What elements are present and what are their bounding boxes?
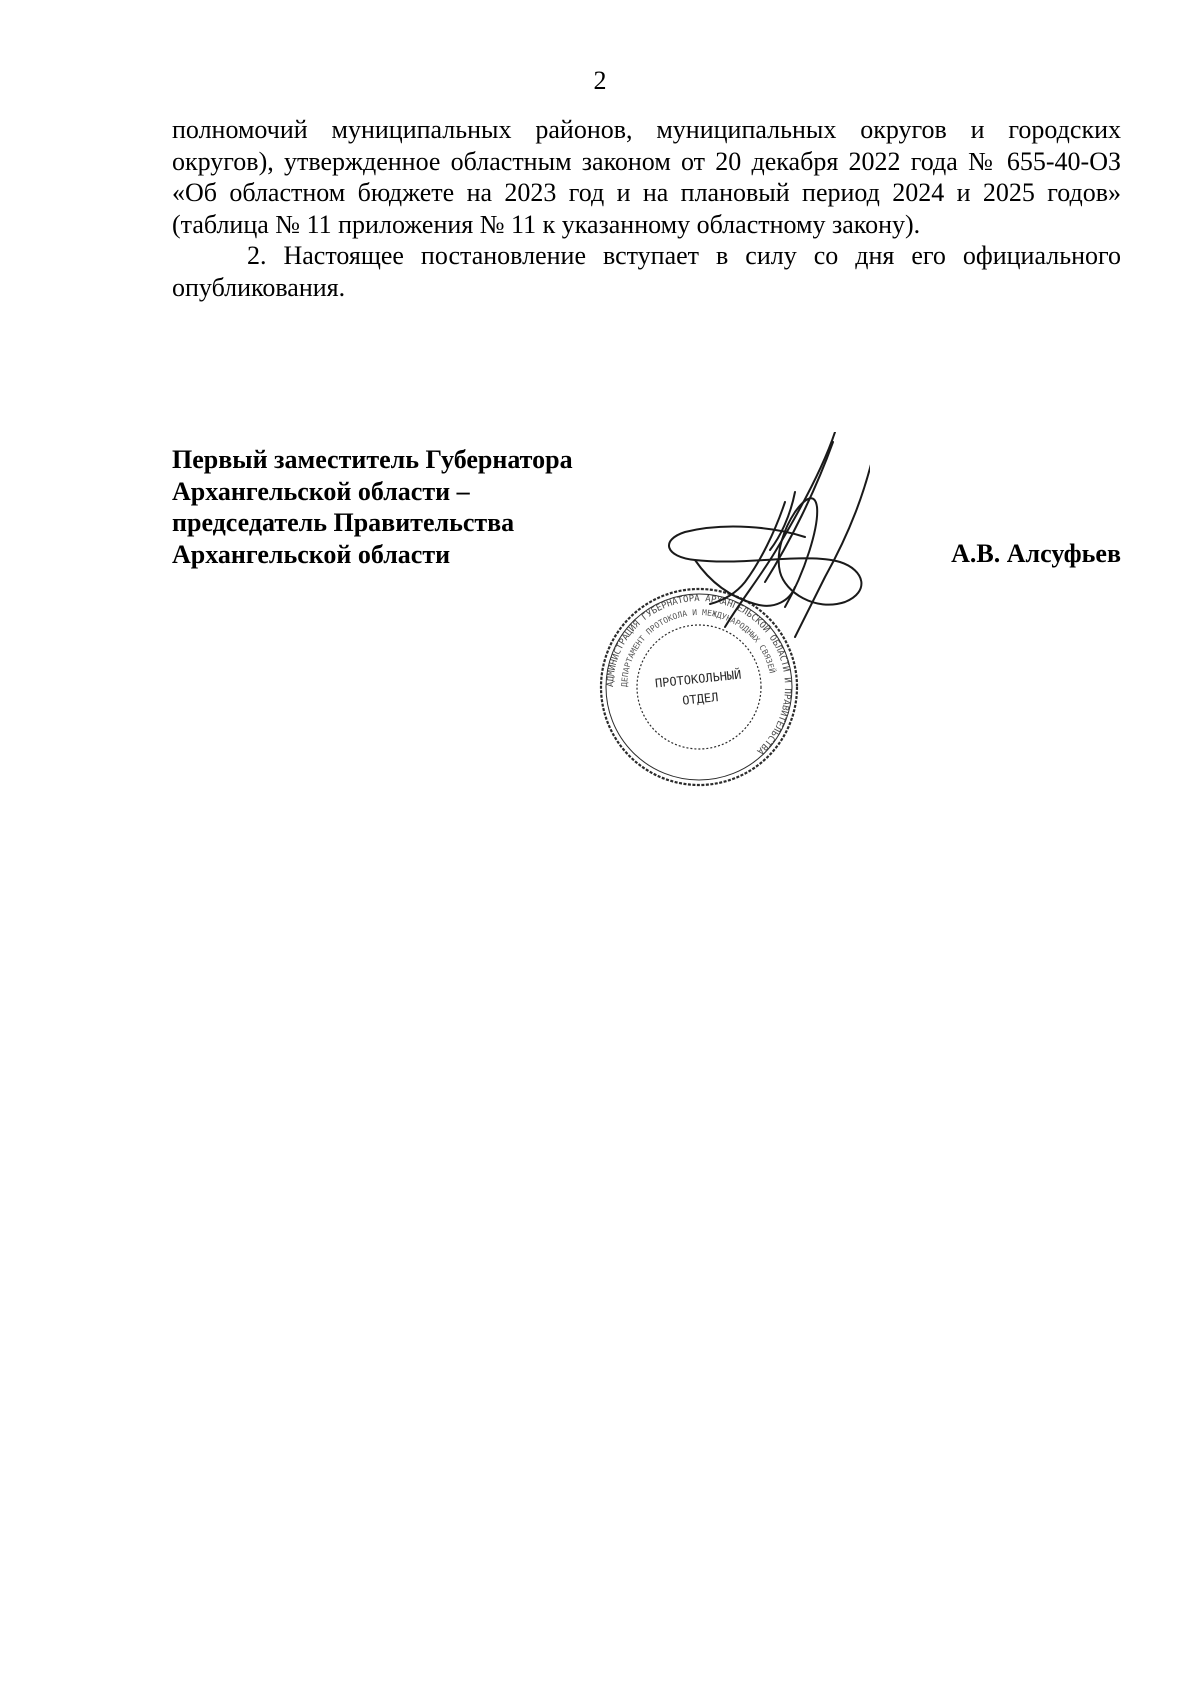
stamp-center-text: ОТДЕЛ [681, 690, 719, 708]
signatory-title [172, 444, 652, 570]
paragraph-effective-date: 2. Настоящее постановление вступает в силу со дня его официального опубликования. [172, 241, 1121, 302]
body-text [172, 114, 1121, 303]
signatory-title-line: председатель Правительства [172, 508, 515, 537]
stamp-center-text: ПРОТОКОЛЬНЫЙ [654, 667, 743, 691]
signatory-title-line: Архангельской области – [172, 476, 470, 506]
page-number: 2 [593, 66, 607, 95]
handwritten-signature [665, 432, 870, 662]
paragraph-continuation: полномочий муниципальных районов, муниципальных округов и городских округов), утвержденное областным законом от 20 декабря 2022 года № 655-40-ОЗ «Об областном бюджете на 2023 год и на плановый период 2024 и 2025 годов» (таблица № 11 приложения № 11 к указанному областному закону). [172, 115, 1121, 239]
signatory-title-line: Архангельской области [172, 539, 451, 569]
signatory-name: А.В. Алсуфьев [951, 539, 1121, 568]
stamp-ring-inner-text: ДЕПАРТАМЕНТ ПРОТОКОЛА И МЕЖДУНАРОДНЫХ СВЯЗЕЙ [619, 607, 777, 688]
signatory-title-line: Первый заместитель Губернатора [172, 445, 573, 474]
stamp-ring-outer-text: АДМИНИСТРАЦИЯ ГУБЕРНАТОРА АРХАНГЕЛЬСКОЙ ОБЛАСТИ И ПРАВИТЕЛЬСТВА [605, 593, 793, 756]
